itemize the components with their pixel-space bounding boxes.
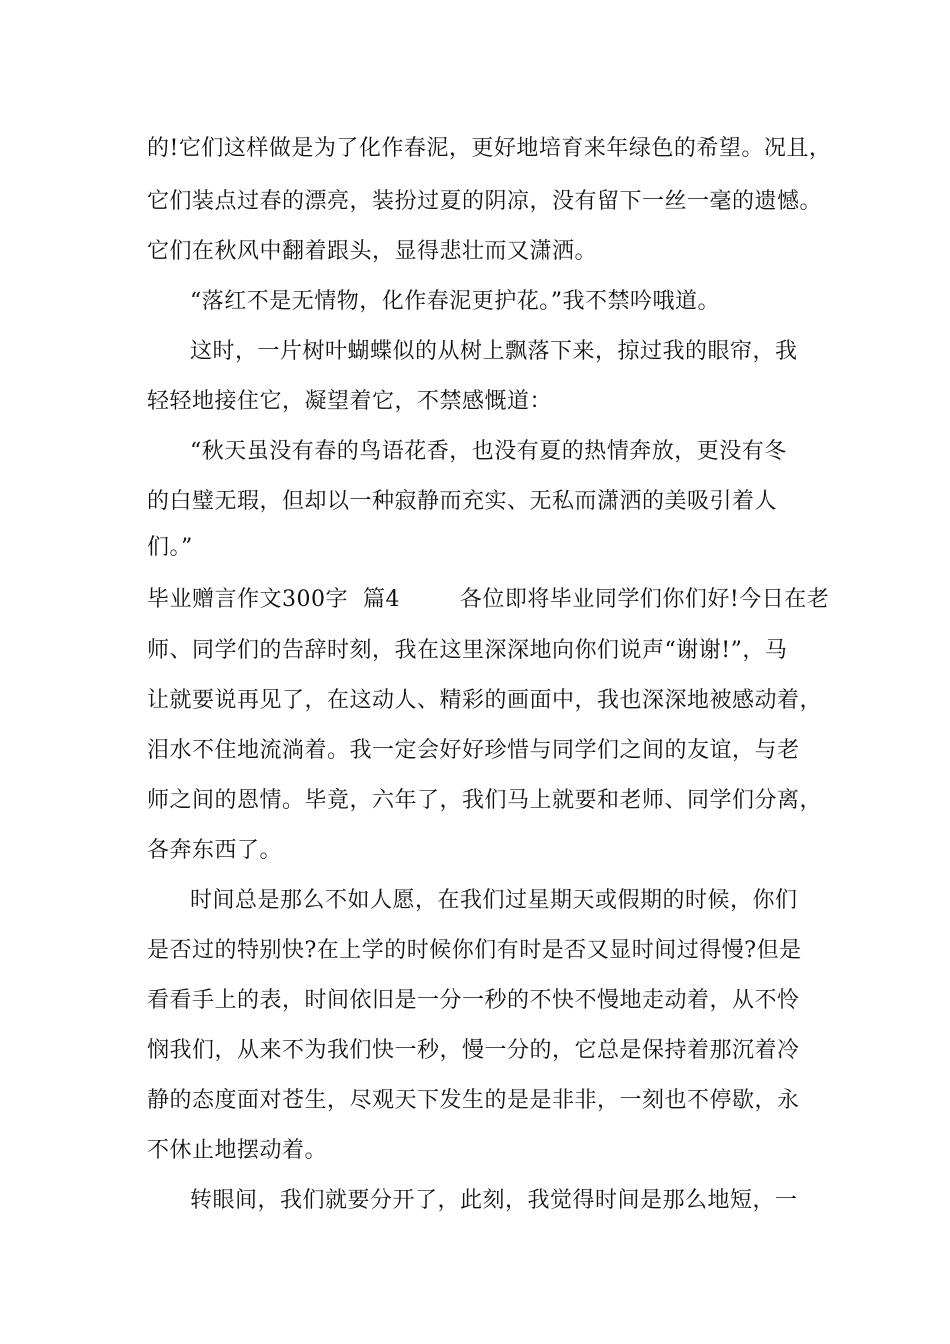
text-line: 它们在秋风中翻着跟头，显得悲壮而又潇洒。: [147, 239, 598, 264]
text-line: 看看手上的表，时间依旧是一分一秒的不快不慢地走动着，从不怜: [147, 988, 800, 1013]
text-line: 悯我们，从来不为我们快一秒，慢一分的，它总是保持着那沉着冷: [147, 1038, 800, 1063]
text-line: 们。”: [147, 535, 193, 560]
text-line: 让就要说再见了，在这动人、精彩的画面中，我也深深地被感动着，: [147, 688, 823, 713]
text-line: 泪水不住地流淌着。我一定会好好珍惜与同学们之间的友谊，与老: [147, 738, 800, 763]
text-line: 各奔东西了。: [147, 838, 283, 863]
text-line: 不休止地摆动着。: [147, 1138, 328, 1163]
text-line: 师之间的恩情。毕竟，六年了，我们马上就要和老师、同学们分离，: [147, 788, 823, 813]
text-line: 转眼间，我们就要分开了，此刻，我觉得时间是那么地短，一: [190, 1188, 798, 1213]
text-line: 的!它们这样做是为了化作春泥，更好地培育来年绿色的希望。况且，: [147, 136, 832, 161]
text-line: 它们装点过春的漂亮，装扮过夏的阴凉，没有留下一丝一毫的遗憾。: [147, 189, 823, 214]
text-line: 轻轻地接住它，凝望着它，不禁感慨道：: [147, 389, 553, 414]
text-line: 这时，一片树叶蝴蝶似的从树上飘落下来，掠过我的眼帘，我: [190, 339, 798, 364]
text-line: 师、同学们的告辞时刻，我在这里深深地向你们说声“谢谢!”，马: [147, 638, 788, 663]
text-line: 时间总是那么不如人愿，在我们过星期天或假期的时候，你们: [190, 888, 798, 913]
text-line: 的白璧无瑕，但却以一种寂静而充实、无私而潇洒的美吸引着人: [147, 489, 778, 514]
text-line: “落红不是无情物，化作春泥更护花。”我不禁吟哦道。: [190, 289, 720, 314]
text-line: “秋天虽没有春的鸟语花香，也没有夏的热情奔放，更没有冬: [190, 439, 787, 464]
section-heading-line: 毕业赠言作文300字 篇4 各位即将毕业同学们你们好!今日在老: [147, 587, 830, 612]
text-line: 静的态度面对苍生，尽观天下发生的是是非非，一刻也不停歇，永: [147, 1088, 800, 1113]
text-line: 是否过的特别快?在上学的时候你们有时是否又显时间过得慢?但是: [147, 938, 802, 963]
